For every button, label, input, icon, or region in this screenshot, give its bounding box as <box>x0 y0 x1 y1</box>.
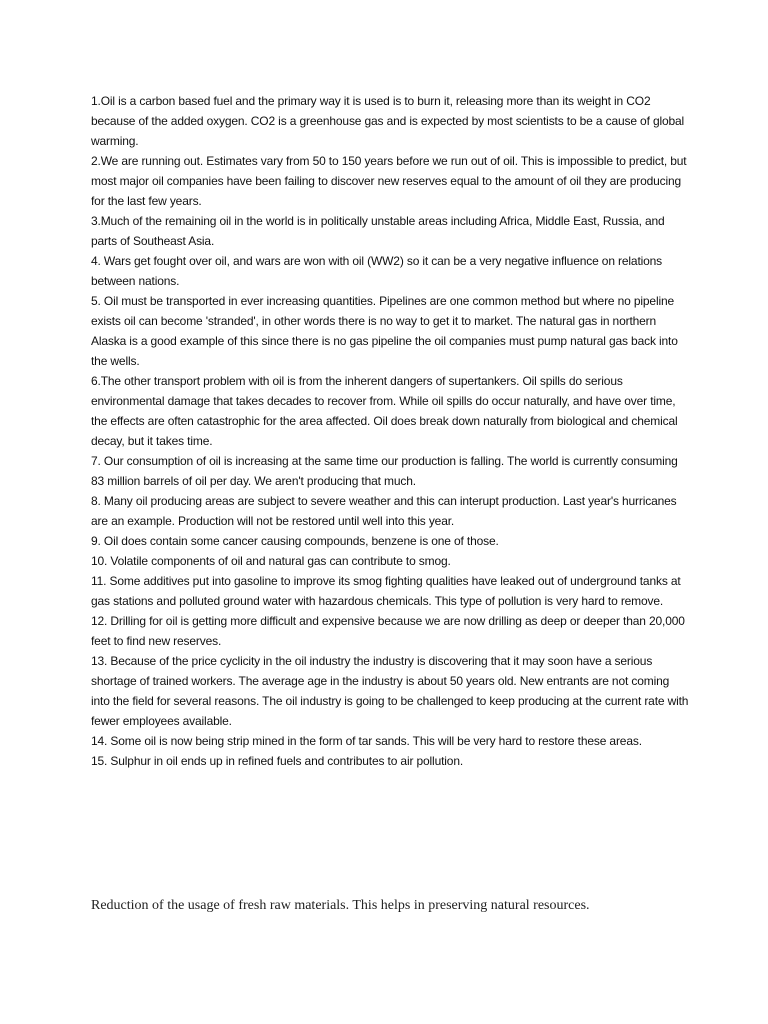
list-item: 10. Volatile components of oil and natural gas can contribute to smog. <box>91 554 451 568</box>
list-item: 6.The other transport problem with oil is from the inherent dangers of supertankers. Oil spills do serious environmental damage that takes decades to recover from. While oil spills do occur naturally, and have over time, the effects are often catastrophic for the area affected. Oil does break down naturally from biological and chemical decay, but it takes time. <box>91 374 678 448</box>
list-item: 13. Because of the price cyclicity in the oil industry the industry is discovering that it may soon have a serious shortage of trained workers. The average age in the industry is about 50 years old. New entrants are not coming into the field for several reasons. The oil industry is going to be challenged to keep producing at the current rate with fewer employees available. <box>91 654 689 728</box>
list-item: 4. Wars get fought over oil, and wars are won with oil (WW2) so it can be a very negative influence on relations between nations. <box>91 254 663 288</box>
list-item: 12. Drilling for oil is getting more difficult and expensive because we are now drilling as deep or deeper than 20,000 feet to find new reserves. <box>91 614 685 648</box>
list-item: 5. Oil must be transported in ever increasing quantities. Pipelines are one common method but where no pipeline exists oil can become 'stranded', in other words there is no way to get it to market. The natural gas in northern Alaska is a good example of this since there is no gas pipeline the oil companies must pump natural gas back into the wells. <box>91 294 678 368</box>
list-item: 11. Some additives put into gasoline to improve its smog fighting qualities have leaked out of underground tanks at gas stations and polluted ground water with hazardous chemicals. This type of pollution is very hard to remove. <box>91 574 681 608</box>
numbered-points-list <box>91 91 691 771</box>
list-item: 9. Oil does contain some cancer causing compounds, benzene is one of those. <box>91 534 499 548</box>
list-item: 3.Much of the remaining oil in the world is in politically unstable areas including Africa, Middle East, Russia, and parts of Southeast Asia. <box>91 214 665 248</box>
list-item: 14. Some oil is now being strip mined in the form of tar sands. This will be very hard to restore these areas. <box>91 734 642 748</box>
list-item: 8. Many oil producing areas are subject to severe weather and this can interupt production. Last year's hurricanes are an example. Production will not be restored until well into this year. <box>91 494 677 528</box>
list-item: 7. Our consumption of oil is increasing at the same time our production is falling. The world is currently consuming 83 million barrels of oil per day. We aren't producing that much. <box>91 454 678 488</box>
footer-paragraph: Reduction of the usage of fresh raw materials. This helps in preserving natural resources. <box>91 898 590 913</box>
list-item: 2.We are running out. Estimates vary from 50 to 150 years before we run out of oil. This is impossible to predict, but most major oil companies have been failing to discover new reserves equal to the amount of oil they are producing for the last few years. <box>91 154 687 208</box>
list-item: 15. Sulphur in oil ends up in refined fuels and contributes to air pollution. <box>91 754 464 768</box>
list-item: 1.Oil is a carbon based fuel and the primary way it is used is to burn it, releasing more than its weight in CO2 because of the added oxygen. CO2 is a greenhouse gas and is expected by most scientists to be a cause of global warming. <box>91 94 685 148</box>
